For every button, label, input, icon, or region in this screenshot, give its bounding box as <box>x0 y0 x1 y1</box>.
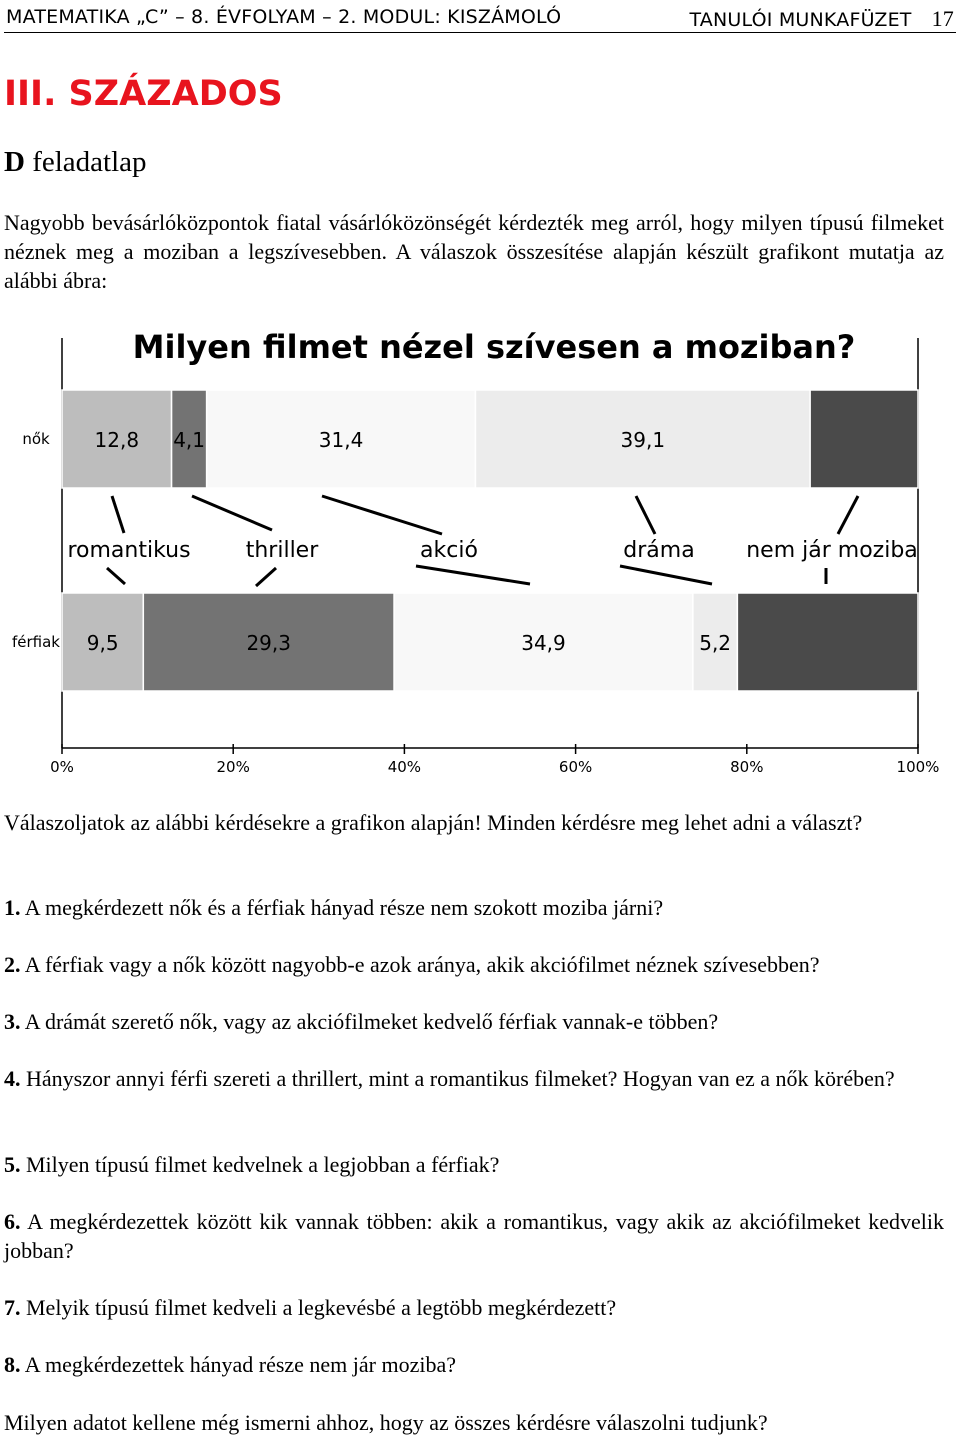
question-text: A megkérdezett nők és a férfiak hányad része nem szokott moziba járni? <box>20 895 664 920</box>
legend-label: thriller <box>245 538 319 563</box>
chart-title: Milyen filmet nézel szívesen a moziban? <box>132 328 856 366</box>
question-item <box>4 1064 944 1093</box>
data-label: 4,1 <box>173 428 206 452</box>
question-number: 4. <box>4 1066 21 1091</box>
data-label: 29,3 <box>246 631 291 655</box>
question-text: A férfiak vagy a nők között nagyobb-e azok aránya, akik akciófilmet néznek szívesebben? <box>20 952 820 977</box>
question-text: Melyik típusú filmet kedveli a legkevésbé a legtöbb megkérdezett? <box>20 1295 617 1320</box>
data-label: 31,4 <box>318 428 364 452</box>
question-number: 6. <box>4 1209 21 1234</box>
x-tick-label: 20% <box>216 758 250 776</box>
question-item <box>4 1007 944 1036</box>
worksheet-letter: D <box>4 146 25 178</box>
data-label: 5,2 <box>699 631 732 655</box>
legend-label: dráma <box>623 538 695 563</box>
closing-question: Milyen adatot kellene még ismerni ahhoz, hogy az összes kérdésre válaszolni tudjunk? <box>4 1410 768 1435</box>
question-item <box>4 1350 944 1379</box>
legend-leader-line <box>322 496 442 534</box>
header-right <box>689 6 954 32</box>
x-tick-label: 40% <box>387 758 422 776</box>
worksheet-title <box>4 146 147 179</box>
question-text: A megkérdezettek között kik vannak többen: akik a romantikus, vagy akik az akciófilmeket kedvelik jobban? <box>4 1209 944 1263</box>
page-number: 17 <box>931 6 954 31</box>
legend-label: akció <box>420 538 478 563</box>
question-number: 5. <box>4 1152 21 1177</box>
legend-leader-line <box>636 496 655 534</box>
legend-leader-line <box>112 496 124 533</box>
header-workbook-label: TANULÓI MUNKAFÜZET <box>689 9 912 31</box>
question-item <box>4 1150 944 1179</box>
legend-leader-line <box>620 566 712 584</box>
stacked-bar-chart <box>0 316 960 786</box>
header-module-title: MATEMATIKA „C” – 8. ÉVFOLYAM – 2. MODUL: KISZÁMOLÓ <box>6 6 562 28</box>
data-label: 39,1 <box>620 428 666 452</box>
legend-label: nem jár moziba <box>746 538 918 563</box>
page-header <box>4 2 956 33</box>
worksheet-label: feladatlap <box>32 146 147 178</box>
legend-leader-line <box>192 496 272 530</box>
question-text: Hányszor annyi férfi szereti a thrillert, mint a romantikus filmeket? Hogyan van ez a nők körében? <box>20 1066 895 1091</box>
question-text: A megkérdezettek hányad része nem jár moziba? <box>20 1352 457 1377</box>
question-text: A drámát szerető nők, vagy az akciófilmeket kedvelő férfiak vannak-e többen? <box>20 1009 719 1034</box>
legend-label: romantikus <box>67 538 191 563</box>
data-label: 34,9 <box>521 631 566 655</box>
question-item <box>4 1293 944 1322</box>
category-label: nők <box>22 430 50 448</box>
question-item <box>4 950 944 979</box>
x-tick-label: 60% <box>558 758 593 776</box>
legend-leader-line <box>256 568 276 586</box>
legend-leader-line <box>416 566 530 584</box>
question-number: 2. <box>4 952 21 977</box>
question-item <box>4 1207 944 1265</box>
question-number: 7. <box>4 1295 21 1320</box>
question-item <box>4 893 944 922</box>
data-label: 9,5 <box>86 631 119 655</box>
category-label: férfiak <box>11 633 61 651</box>
data-label: 12,8 <box>94 428 140 452</box>
legend-leader-line <box>838 496 858 534</box>
legend-leader-line <box>107 568 125 584</box>
instructions-paragraph: Válaszoljatok az alábbi kérdésekre a grafikon alapján! Minden kérdésre meg lehet adni a választ? <box>4 810 863 835</box>
question-number: 3. <box>4 1009 21 1034</box>
intro-paragraph: Nagyobb bevásárlóközpontok fiatal vásárlóközönségét kérdezték meg arról, hogy milyen típusú filmeket néznek meg a moziban a legszívesebben. A válaszok összesítése alapján készült grafikont mutatja az alábbi ábra: <box>4 210 944 293</box>
x-tick-label: 100% <box>896 758 940 776</box>
x-tick-label: 80% <box>730 758 764 776</box>
bar-segment <box>737 593 918 691</box>
bar-segment <box>810 390 918 488</box>
question-number: 8. <box>4 1352 21 1377</box>
question-text: Milyen típusú filmet kedvelnek a legjobban a férfiak? <box>20 1152 500 1177</box>
section-title: III. SZÁZADOS <box>4 74 283 114</box>
question-number: 1. <box>4 895 21 920</box>
x-tick-label: 0% <box>50 758 74 776</box>
